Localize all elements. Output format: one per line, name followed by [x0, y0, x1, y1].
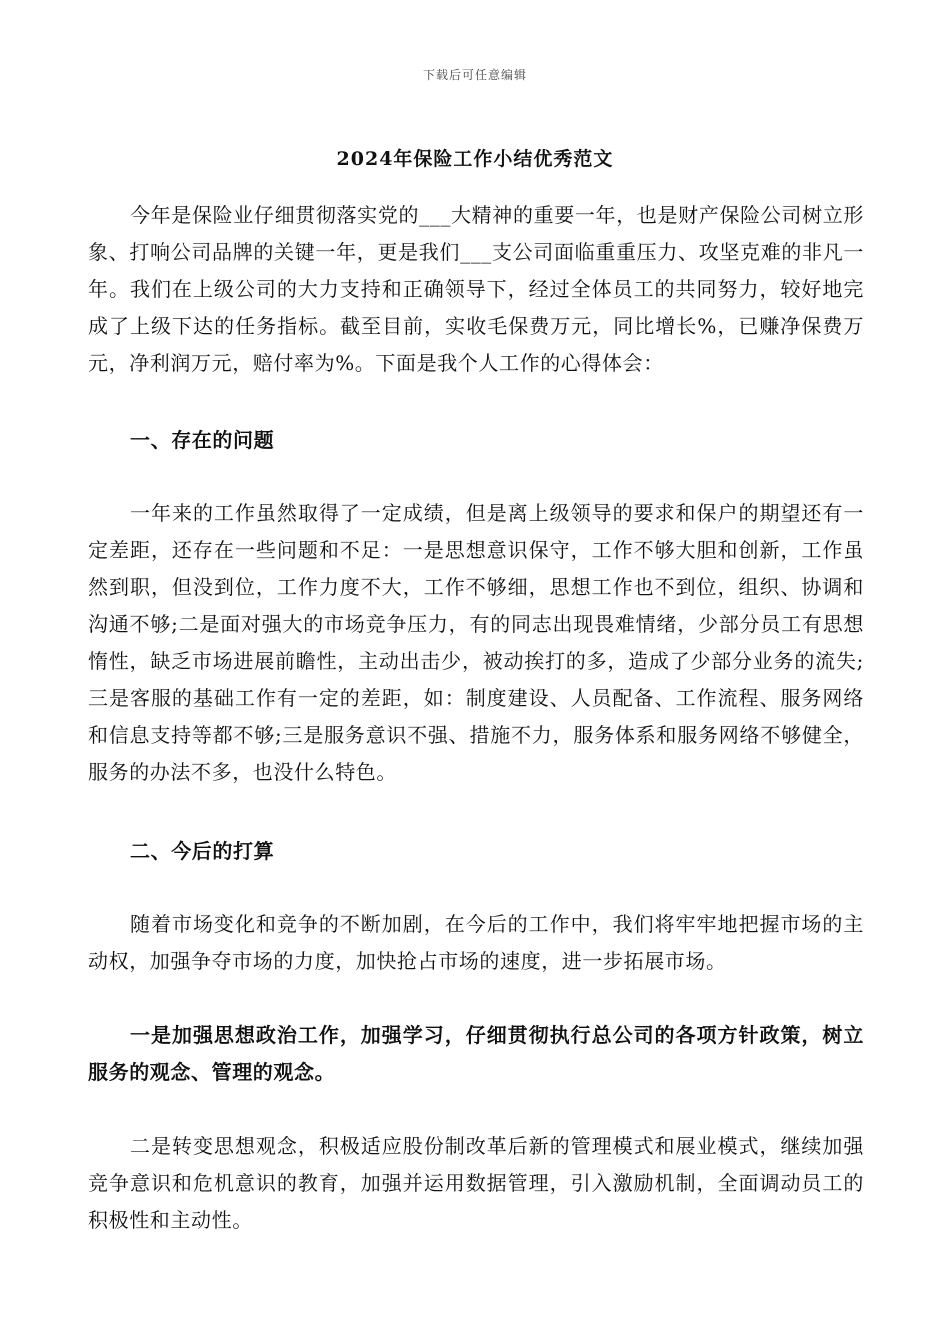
- plan-point-one: 一是加强思想政治工作，加强学习，仔细贯彻执行总公司的各项方针政策，树立服务的观念、管理的观念。: [88, 1023, 864, 1084]
- problems-paragraph: 一年来的工作虽然取得了一定成绩，但是离上级领导的要求和保户的期望还有一定差距，还存在一些问题和不足：一是思想意识保守，工作不够大胆和创新，工作虽然到职，但没到位，工作力度不大，工作不够细，思想工作也不到位，组织、协调和沟通不够;二是面对强大的市场竞争压力，有的同志出现畏难情绪，少部分员工有思想惰性，缺乏市场进展前瞻性，主动出击少，被动挨打的多，造成了少部分业务的流失;三是客服的基础工作有一定的差距，如：制度建设、人员配备、工作流程、服务网络和信息支持等都不够;三是服务意识不强、措施不力，服务体系和服务网络不够健全，服务的办法不多，也没什么特色。: [88, 501, 864, 784]
- intro-paragraph: 今年是保险业仔细贯彻落实党的___大精神的重要一年，也是财产保险公司树立形象、打响公司品牌的关键一年，更是我们___支公司面临重重压力、攻坚克难的非凡一年。我们在上级公司的大力支持和正确领导下，经过全体员工的共同努力，较好地完成了上级下达的任务指标。截至目前，实收毛保费万元，同比增长%，已赚净保费万元，净利润万元，赔付率为%。下面是我个人工作的心得体会：: [88, 203, 864, 375]
- document-body: [88, 197, 864, 1239]
- header-note: 下载后可任意编辑: [422, 68, 527, 82]
- plans-intro-paragraph: 随着市场变化和竞争的不断加剧，在今后的工作中，我们将牢牢地把握市场的主动权，加强争夺市场的力度，加快抢占市场的速度，进一步拓展市场。: [88, 912, 864, 973]
- document-title: 2024年保险工作小结优秀范文: [336, 148, 614, 170]
- plan-point-two: 二是转变思想观念，积极适应股份制改革后新的管理模式和展业模式，继续加强竞争意识和危机意识的教育，加强并运用数据管理，引入激励机制，全面调动员工的积极性和主动性。: [88, 1134, 864, 1232]
- section-heading-plans: 二、今后的打算: [130, 839, 275, 863]
- section-heading-problems: 一、存在的问题: [130, 428, 275, 452]
